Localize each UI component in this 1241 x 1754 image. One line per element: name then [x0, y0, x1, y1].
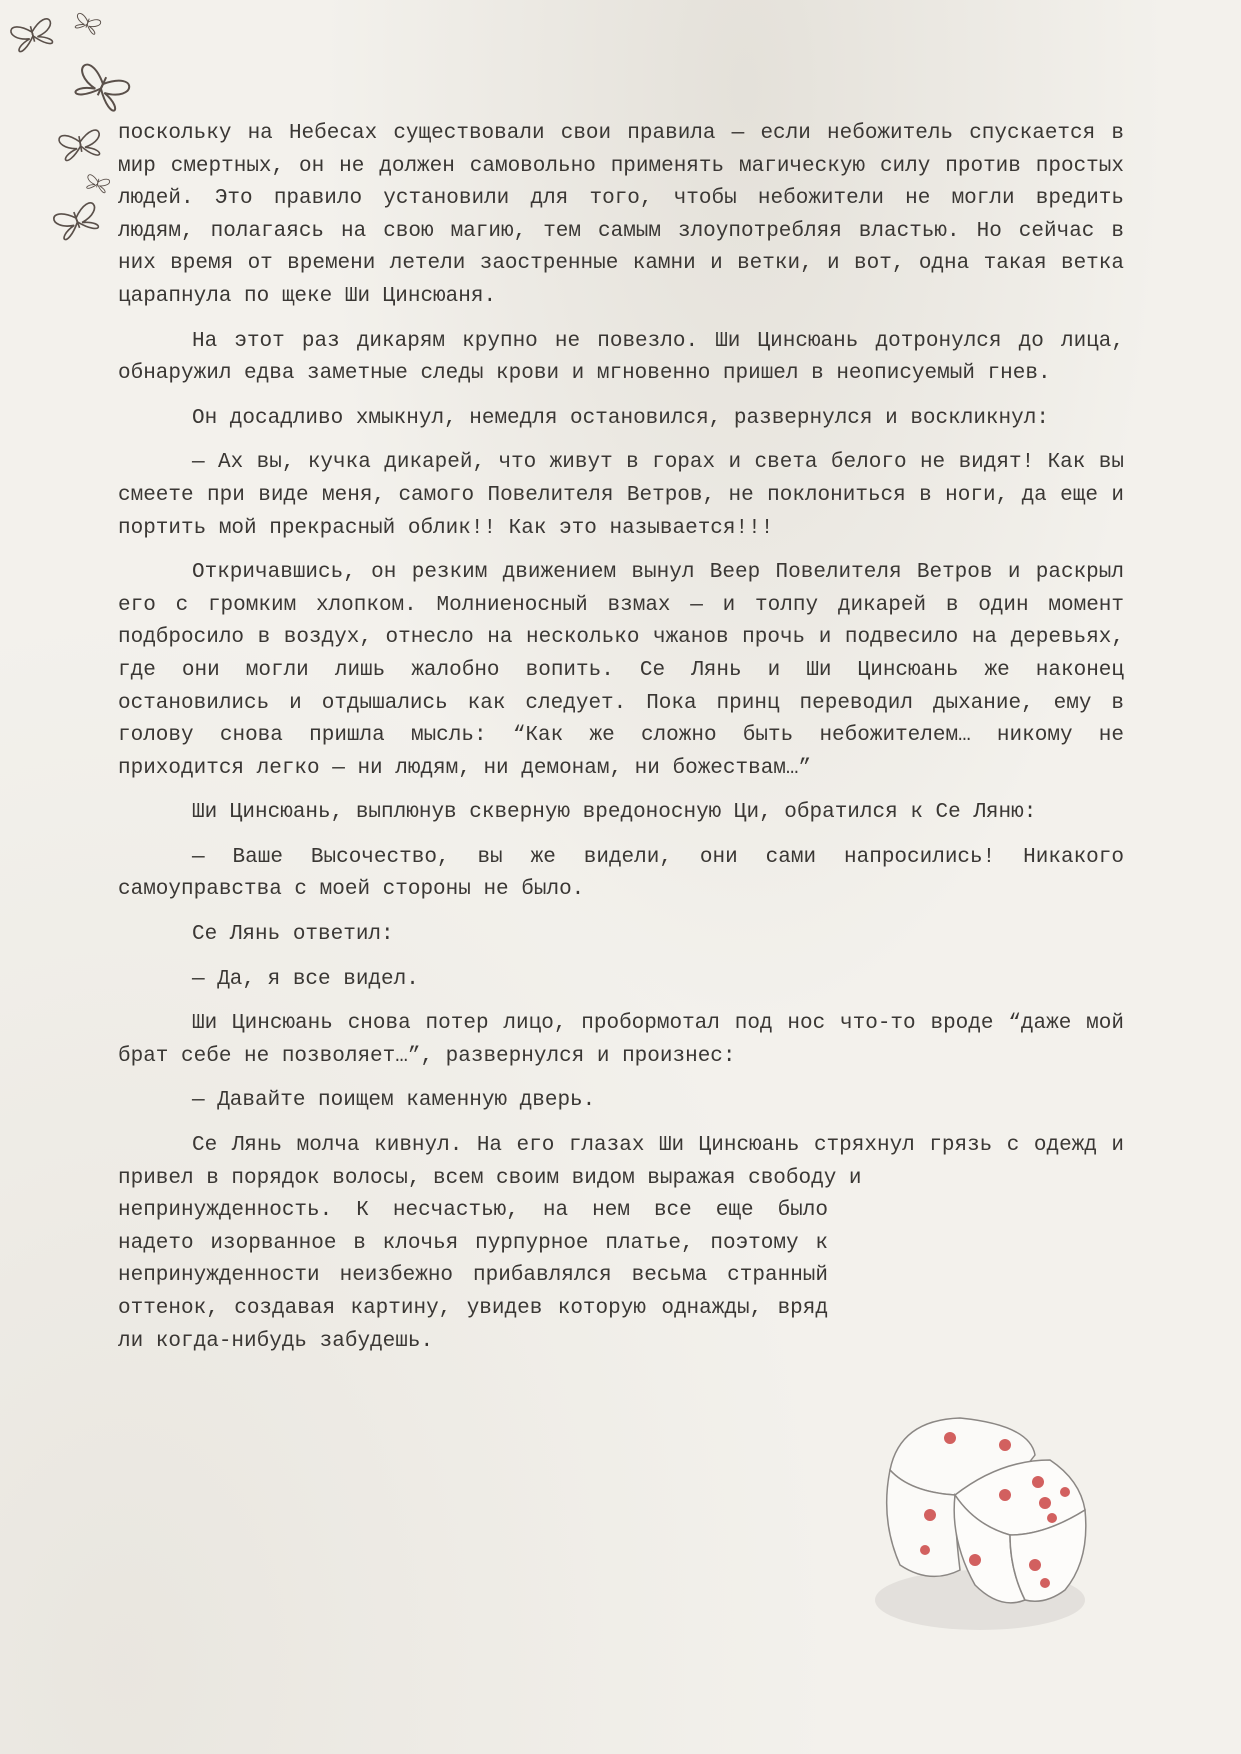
- paragraph: поскольку на Небесах существовали свои правила — если небожитель спускается в мир смертных, он не должен самовольно применять магическую силу против простых людей. Это правило установили для того, чтобы небожители не могли вредить людям, полагаясь на свою магию, тем самым злоупотребляя властью. Но сейчас в них время от времени летели заостренные камни и ветки, и вот, одна такая ветка царапнула по щеке Ши Цинсюаня.: [118, 122, 1124, 308]
- die-front: [954, 1460, 1086, 1603]
- paragraph: Се Лянь ответил:: [192, 923, 394, 947]
- paragraph: Ши Цинсюань снова потер лицо, пробормотал под нос что-то вроде “даже мой брат себе не позволяет…”, развернулся и произнес:: [118, 1012, 1124, 1068]
- paragraph: Откричавшись, он резким движением вынул Веер Повелителя Ветров и раскрыл его с громким хлопком. Молниеносный взмах — и толпу дикарей в один момент подбросило в воздух, отнесло на несколько чжанов прочь и подвесило на деревьях, где они могли лишь жалобно вопить. Се Лянь и Ши Цинсюань же наконец остановились и отдышались как следует. Пока принц переводил дыхание, ему в голову снова пришла мысль: “Как же сложно быть небожителем… никому не приходится легко — ни людям, ни демонам, ни божествам…”: [118, 561, 1124, 780]
- paragraph: непринужденность. К несчастью, на нем все еще было надето изорванное в клочья пурпурное платье, поэтому к непринужденности неизбежно прибавлялся весьма странный оттенок, создавая картину, увидев которую однажды, вряд ли когда-нибудь забудешь.: [118, 1199, 828, 1353]
- paragraph: Ши Цинсюань, выплюнув скверную вредоносную Ци, обратился к Се Ляню:: [192, 801, 1037, 825]
- butterfly-icon: [73, 13, 101, 35]
- butterfly-icon: [85, 174, 110, 193]
- butterfly-icon: [53, 202, 102, 241]
- dialogue-paragraph: — Ах вы, кучка дикарей, что живут в горах и света белого не видят! Как вы смеете при виде меня, самого Повелителя Ветров, не поклониться в ноги, да еще и портить мой прекрасный облик!! Как это называется!!!: [118, 451, 1124, 540]
- dialogue-paragraph: — Ваше Высочество, вы же видели, они сами напросились! Никакого самоуправства с моей стороны не было.: [118, 845, 1124, 902]
- paragraph: На этот раз дикарям крупно не повезло. Ши Цинсюань дотронулся до лица, обнаружил едва заметные следы крови и мгновенно пришел в неописуемый гнев.: [118, 329, 1124, 386]
- butterfly-icon: [10, 18, 56, 53]
- paragraph: Се Лянь молча кивнул. На его глазах Ши Цинсюань стряхнул грязь с одежд и привел в порядок волосы, всем своим видом выражая свободу и: [118, 1134, 1124, 1190]
- dialogue-paragraph: — Давайте поищем каменную дверь.: [192, 1089, 596, 1113]
- paragraph: Он досадливо хмыкнул, немедля остановился, развернулся и воскликнул:: [192, 406, 1049, 430]
- butterfly-icon: [58, 129, 102, 161]
- body-text: [118, 118, 1124, 1370]
- dice-illustration: [860, 1400, 1110, 1640]
- butterfly-icon: [72, 63, 131, 113]
- dialogue-paragraph: — Да, я все видел.: [192, 967, 419, 991]
